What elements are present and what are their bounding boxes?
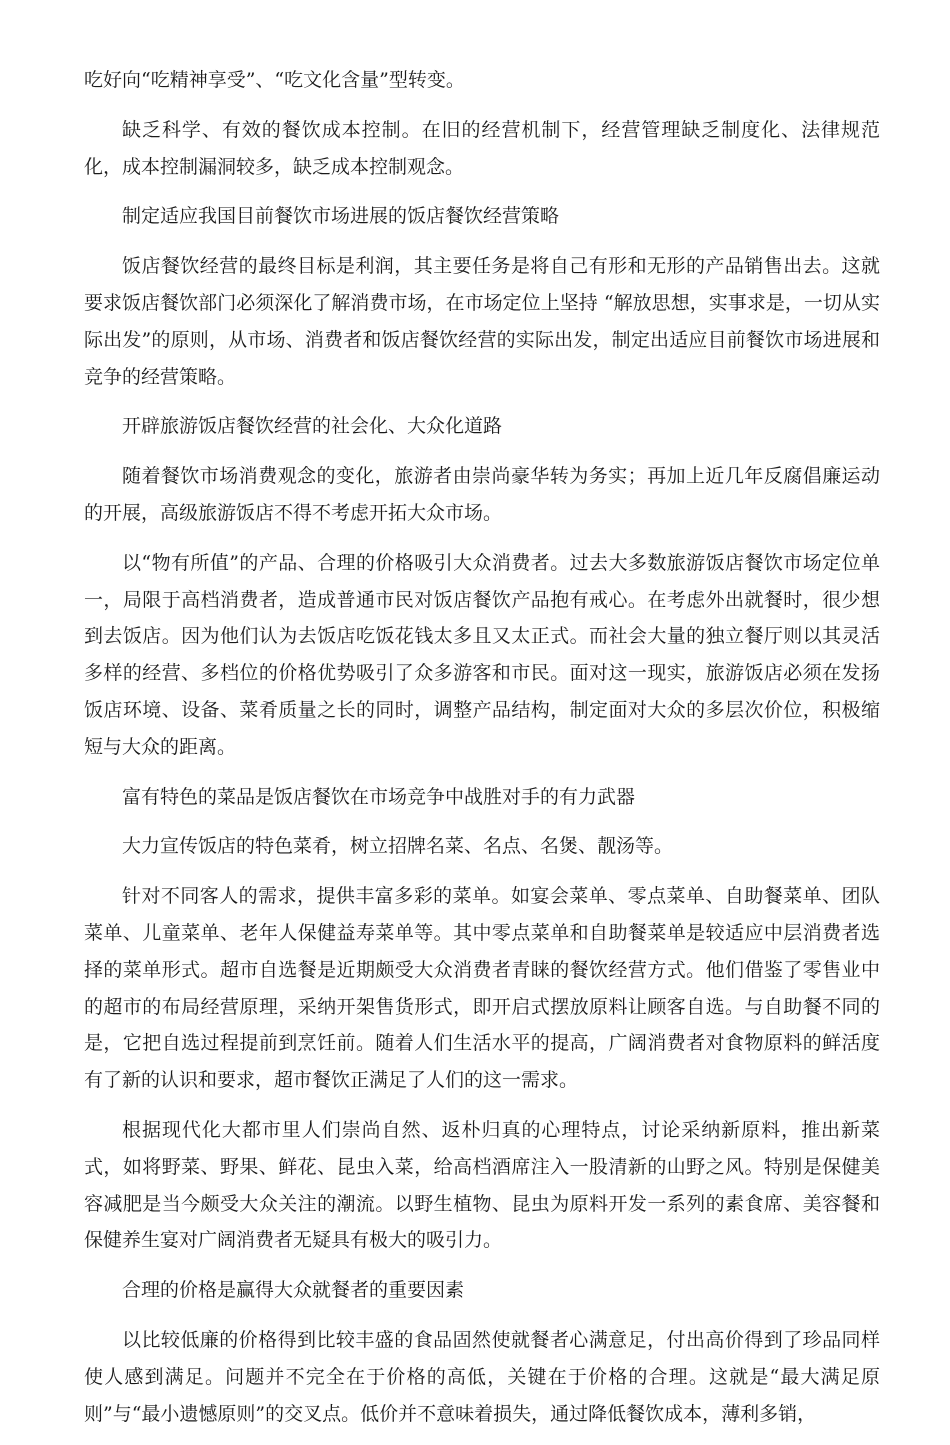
paragraph-10: 针对不同客人的需求，提供丰富多彩的菜单。如宴会菜单、零点菜单、自助餐菜单、团队菜单、儿童菜单、老年人保健益寿菜单等。其中零点菜单和自助餐菜单是较适应中层消费者选择的菜单形式。超市自选餐是近期颇受大众消费者青睐的餐饮经营方式。他们借鉴了零售业中的超市的布局经营原理，采纳开架售货形式，即开启式摆放原料让顾客自选。与自助餐不同的是，它把自选过程提前到烹饪前。随着人们生活水平的提高，广阔消费者对食物原料的鲜活度有了新的认识和要求，超市餐饮正满足了人们的这一需求。 bbox=[84, 885, 880, 1092]
paragraph-7: 以“物有所值”的产品、合理的价格吸引大众消费者。过去大多数旅游饭店餐饮市场定位单一，局限于高档消费者，造成普通市民对饭店餐饮产品抱有戒心。在考虑外出就餐时，很少想到去饭店。因为他们认为去饭店吃饭花钱太多且又太正式。而社会大量的独立餐厅则以其灵活多样的经营、多档位的价格优势吸引了众多游客和市民。面对这一现实，旅游饭店必须在发扬饭店环境、设备、菜肴质量之长的同时，调整产品结构，制定面对大众的多层次价位，积极缩短与大众的距离。 bbox=[84, 551, 880, 758]
paragraph-2: 缺乏科学、有效的餐饮成本控制。在旧的经营机制下，经营管理缺乏制度化、法律规范化，成本控制漏洞较多，缺乏成本控制观念。 bbox=[84, 118, 880, 178]
section-heading-pricing: 合理的价格是赢得大众就餐者的重要因素 bbox=[122, 1279, 465, 1302]
paragraph-9: 大力宣传饭店的特色菜肴，树立招牌名菜、名点、名煲、靓汤等。 bbox=[122, 835, 674, 858]
paragraph-4: 饭店餐饮经营的最终目标是利润，其主要任务是将自己有形和无形的产品销售出去。这就要求饭店餐饮部门必须深化了解消费市场，在市场定位上坚持 “解放思想，实事求是，一切从实际出发”的原则，从市场、消费者和饭店餐饮经营的实际出发，制定出适应目前餐饮市场进展和竞争的经营策略。 bbox=[84, 255, 880, 388]
section-heading-strategy: 制定适应我国目前餐饮市场进展的饭店餐饮经营策略 bbox=[122, 205, 560, 228]
paragraph-6: 随着餐饮市场消费观念的变化，旅游者由崇尚豪华转为务实；再加上近几年反腐倡廉运动的开展，高级旅游饭店不得不考虑开拓大众市场。 bbox=[84, 465, 880, 524]
section-heading-specialty-dishes: 富有特色的菜品是饭店餐饮在市场竞争中战胜对手的有力武器 bbox=[122, 785, 636, 808]
paragraph-13: 以比较低廉的价格得到比较丰盛的食品固然使就餐者心满意足，付出高价得到了珍品同样使人感到满足。问题并不完全在于价格的高低，关键在于价格的合理。这就是“最大满足原则”与“最小遗憾原则”的交叉点。低价并不意味着损失，通过降低餐饮成本，薄利多销， bbox=[84, 1328, 880, 1425]
paragraph-11: 根据现代化大都市里人们崇尚自然、返朴归真的心理特点，讨论采纳新原料，推出新菜式，如将野菜、野果、鲜花、昆虫入菜，给高档酒席注入一股清新的山野之风。特别是保健美容减肥是当今颇受大众关注的潮流。以野生植物、昆虫为原料开发一系列的素食席、美容餐和保健养生宴对广阔消费者无疑具有极大的吸引力。 bbox=[84, 1118, 880, 1252]
section-heading-socialization: 开辟旅游饭店餐饮经营的社会化、大众化道路 bbox=[122, 415, 503, 438]
document-page bbox=[84, 62, 880, 1445]
paragraph-1: 吃好向“吃精神享受”、“吃文化含量”型转变。 bbox=[84, 69, 465, 91]
